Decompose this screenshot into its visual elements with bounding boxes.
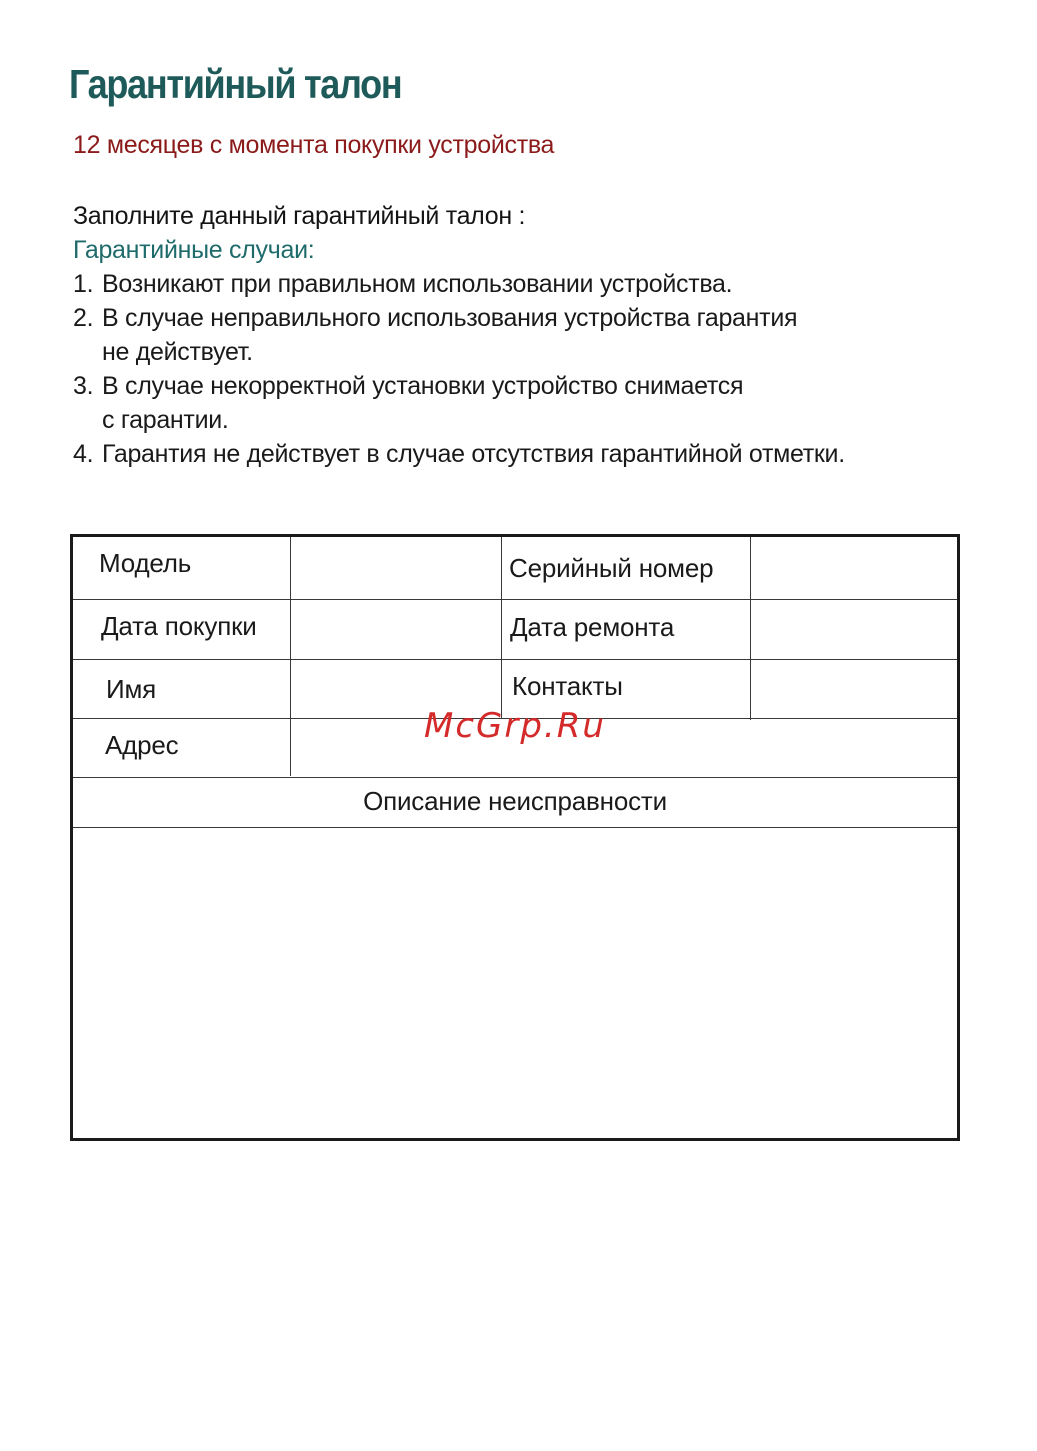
repair-date-label: Дата ремонта <box>510 612 675 642</box>
case-number: 2. <box>73 304 94 332</box>
warranty-case-list <box>73 267 845 471</box>
repair-date-field[interactable] <box>751 600 957 659</box>
row-divider <box>73 777 957 778</box>
case-text: не действует. <box>102 338 253 366</box>
serial-number-field[interactable] <box>751 537 957 599</box>
instructions <box>73 199 845 471</box>
name-label: Имя <box>106 674 157 704</box>
cases-heading: Гарантийные случаи: <box>73 236 315 264</box>
model-field[interactable] <box>291 537 501 599</box>
watermark: McGrp.Ru <box>424 706 606 746</box>
purchase-date-field[interactable] <box>291 600 501 659</box>
case-text: В случае некорректной установки устройство снимается <box>102 372 744 400</box>
description-label: Описание неисправности <box>363 786 667 816</box>
warranty-form <box>70 534 960 1141</box>
model-label: Модель <box>99 548 192 578</box>
case-number: 3. <box>73 372 94 400</box>
page-title: Гарантийный талон <box>69 61 402 107</box>
contacts-field[interactable] <box>751 660 957 718</box>
warranty-case-4 <box>73 437 845 471</box>
fill-heading: Заполните данный гарантийный талон : <box>73 202 526 230</box>
case-text: с гарантии. <box>102 406 229 434</box>
address-label: Адрес <box>105 730 179 760</box>
case-number: 4. <box>73 440 94 468</box>
contacts-label: Контакты <box>512 671 623 701</box>
warranty-period: 12 месяцев с момента покупки устройства <box>73 131 555 159</box>
description-field[interactable] <box>73 828 957 1138</box>
warranty-case-2 <box>73 301 845 369</box>
case-text: В случае неправильного использования устройства гарантия <box>102 304 798 332</box>
warranty-case-3 <box>73 369 845 437</box>
case-number: 1. <box>73 270 94 298</box>
purchase-date-label: Дата покупки <box>101 611 257 641</box>
column-divider <box>501 537 502 718</box>
serial-number-label: Серийный номер <box>509 553 714 583</box>
case-text: Гарантия не действует в случае отсутствия гарантийной отметки. <box>102 440 845 468</box>
address-field[interactable] <box>291 719 957 777</box>
warranty-case-1 <box>73 267 845 301</box>
case-text: Возникают при правильном использовании устройства. <box>102 270 733 298</box>
